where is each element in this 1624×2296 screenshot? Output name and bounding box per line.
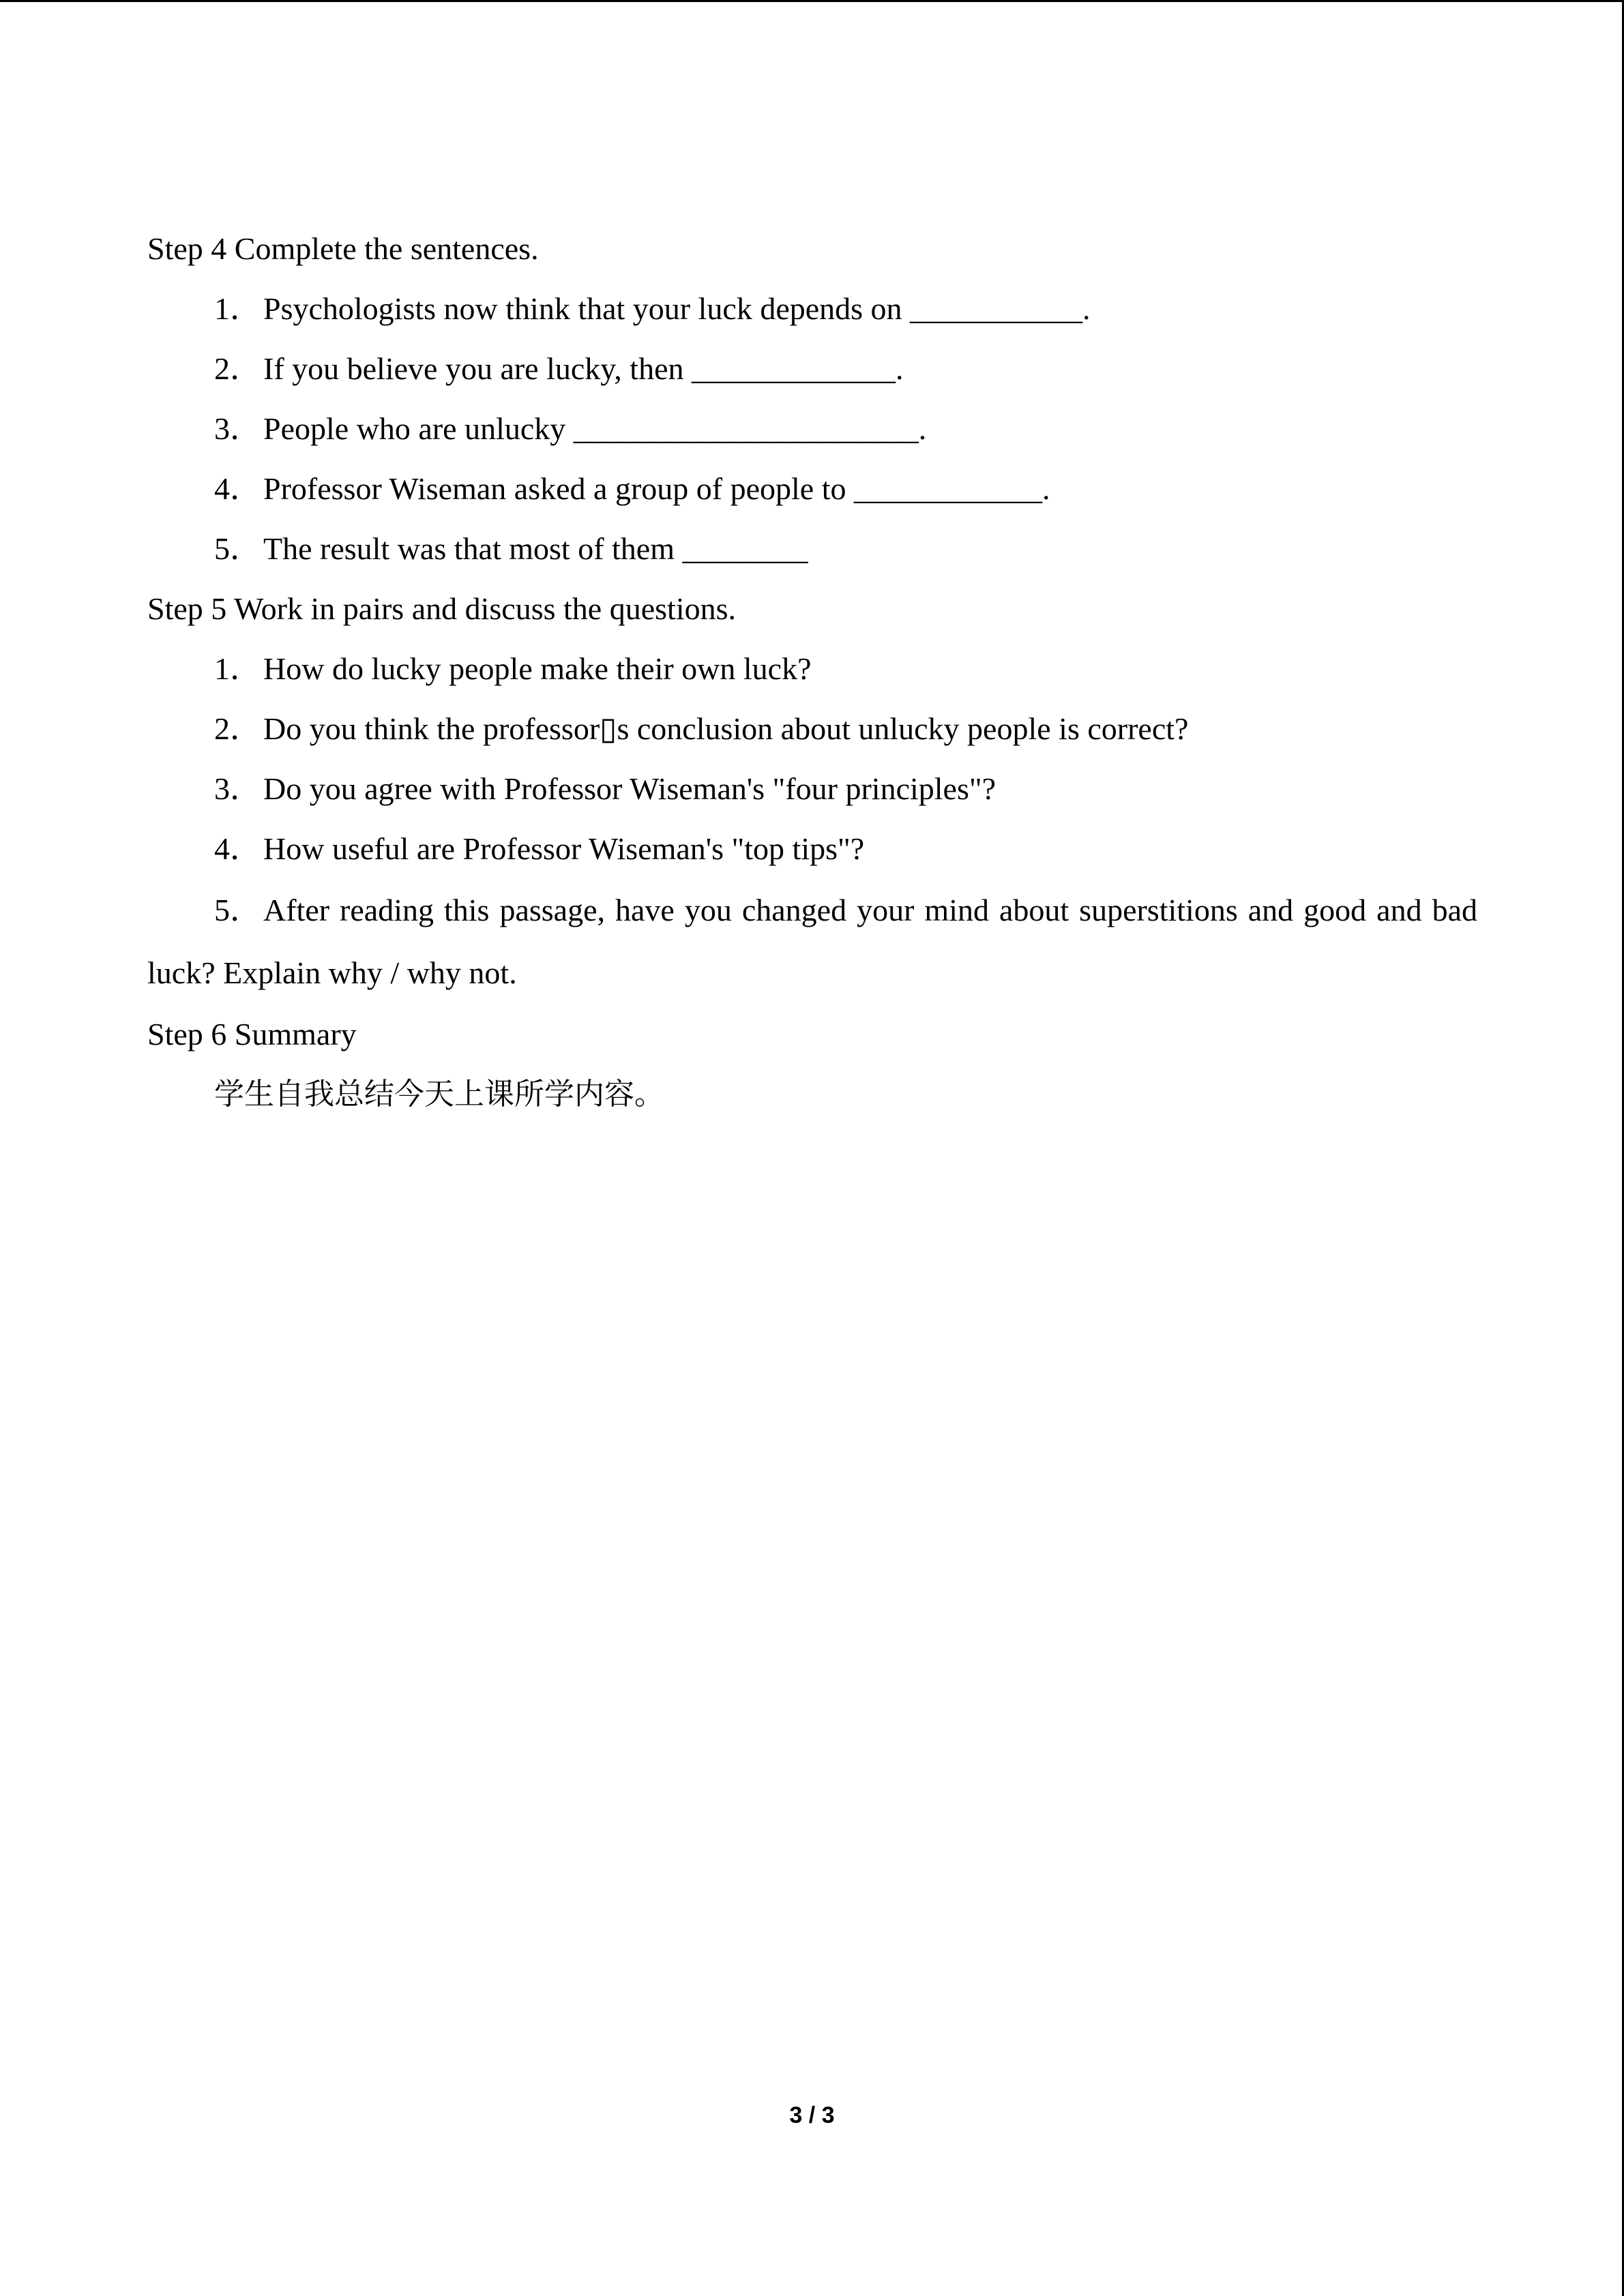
item-text: How useful are Professor Wiseman's "top tips"?	[263, 831, 865, 866]
step5-heading: Step 5 Work in pairs and discuss the questions.	[147, 591, 736, 626]
step4-item-3	[147, 399, 1477, 459]
item-text: How do lucky people make their own luck?	[263, 651, 812, 686]
step5-item-5	[147, 879, 1477, 1004]
item-number: 4．	[214, 471, 261, 506]
item-text: After reading this passage, have you changed your mind about superstitions and good and bad luck? Explain why / why not.	[147, 893, 1477, 990]
step5-item-1	[147, 639, 1477, 699]
item-text: Psychologists now think that your luck depends on ___________.	[263, 291, 1091, 326]
item-number: 5．	[214, 531, 261, 566]
item-text: People who are unlucky ______________________.	[263, 411, 927, 446]
step4-item-1	[147, 279, 1477, 339]
item-text: Do you agree with Professor Wiseman's "four principles"?	[263, 771, 996, 806]
step4-item-5	[147, 519, 1477, 579]
step6-heading: Step 6 Summary	[147, 1017, 357, 1052]
step5-item-2	[147, 699, 1477, 759]
page-number: 3 / 3	[789, 2102, 835, 2128]
item-number: 1．	[214, 291, 261, 326]
step4-item-2	[147, 339, 1477, 399]
item-text: Professor Wiseman asked a group of people to ____________.	[263, 471, 1050, 506]
step5-item-3	[147, 759, 1477, 819]
item-number: 2．	[214, 711, 261, 746]
step4-heading: Step 4 Complete the sentences.	[147, 231, 539, 266]
item-text: The result was that most of them ________	[263, 531, 808, 566]
step5-item-4	[147, 819, 1477, 879]
item-number: 1．	[214, 651, 261, 686]
document-body	[147, 219, 1477, 1124]
item-text: Do you think the professor▯s conclusion about unlucky people is correct?	[263, 711, 1189, 746]
step4-item-4	[147, 459, 1477, 519]
item-number: 5．	[214, 893, 261, 927]
item-number: 4．	[214, 831, 261, 866]
step6-body: 学生自我总结今天上课所学内容。	[214, 1077, 664, 1112]
item-text: If you believe you are lucky, then _____________.	[263, 351, 904, 386]
item-number: 2．	[214, 351, 261, 386]
item-number: 3．	[214, 771, 261, 806]
item-number: 3．	[214, 411, 261, 446]
